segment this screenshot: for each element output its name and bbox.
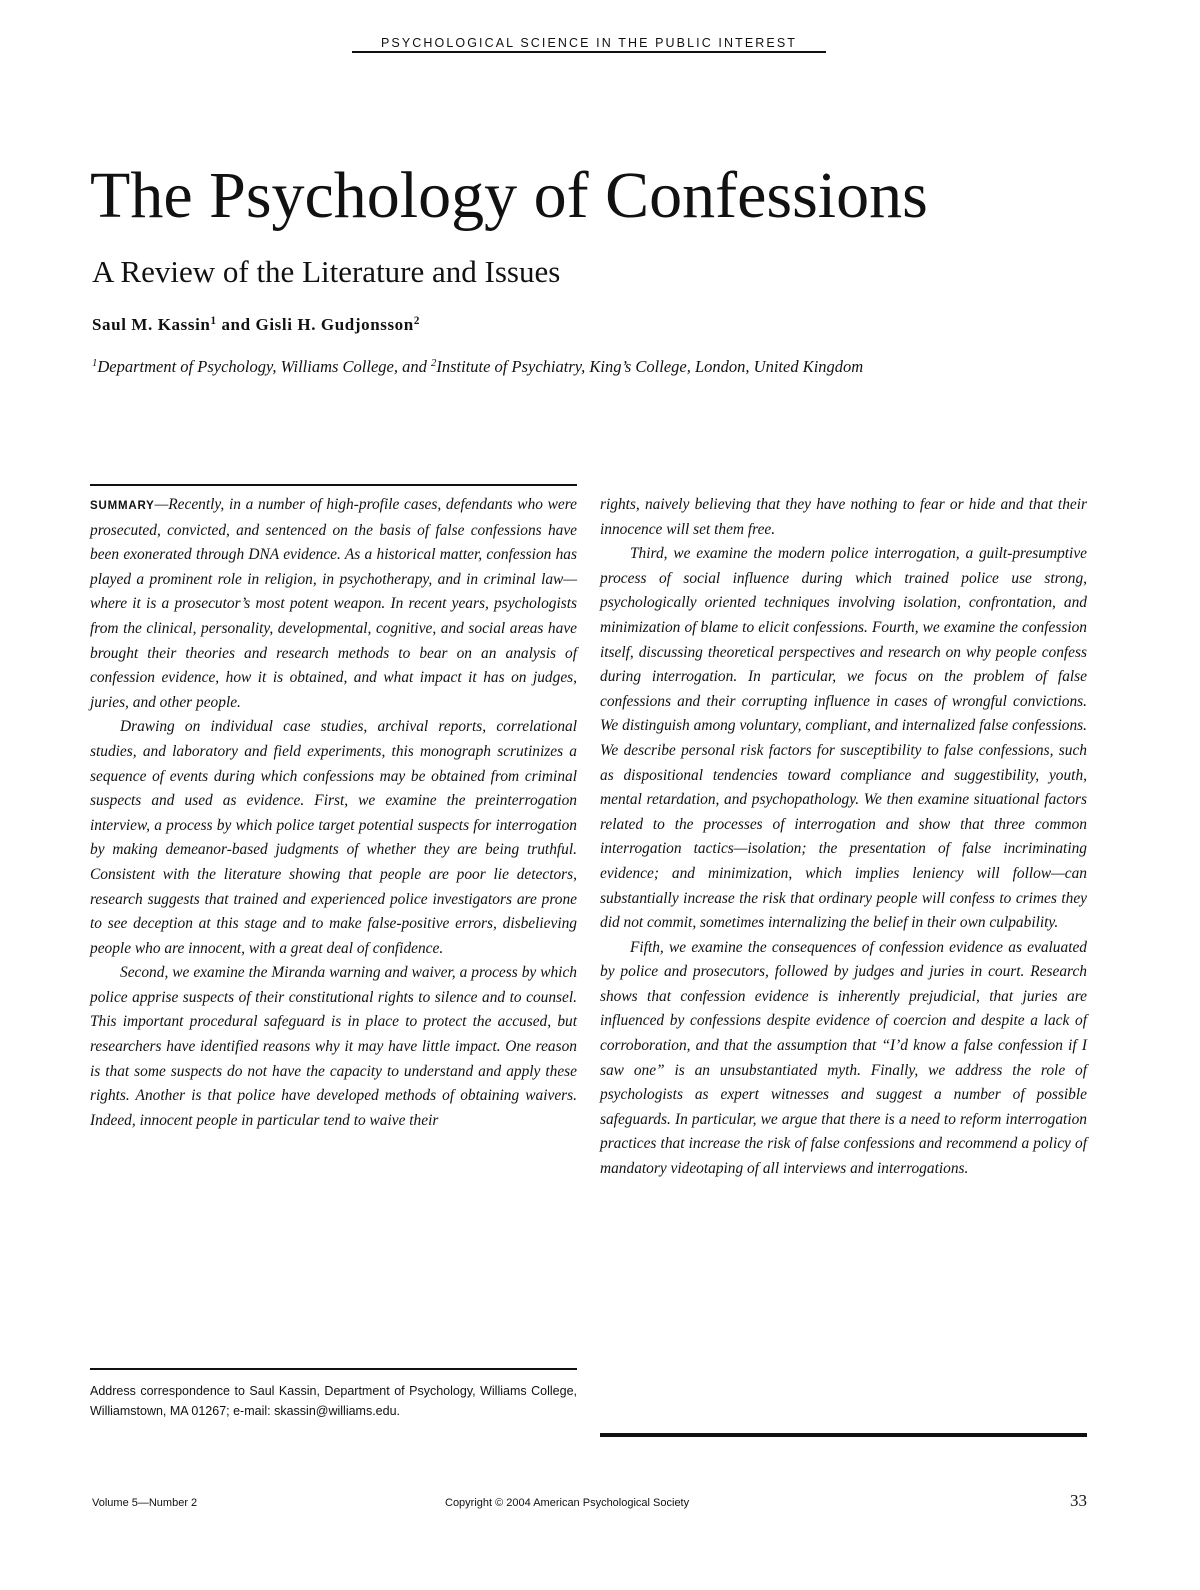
summary-column-left xyxy=(90,493,577,1133)
summary-paragraph: Third, we examine the modern police interrogation, a guilt-presumptive process of social influence during which trained police use strong, psychologically oriented techniques involving isolation, confrontation, and minimization of blame to elicit confessions. Fourth, we examine the confession itself, discussing theoretical perspectives and research on why people confess during interrogation. In particular, we focus on the problem of false confessions and their corrupting influence in cases of wrongful convictions. We distinguish among voluntary, compliant, and internalized false confessions. We describe personal risk factors for susceptibility to false confessions, such as dispositional tendencies toward compliance and suggestibility, youth, mental retardation, and psychopathology. We then examine situational factors related to the processes of interrogation and show that three common interrogation tactics—isolation; the presentation of false incriminating evidence; and minimization, which implies leniency will follow—can substantially increase the risk that ordinary people will confess to crimes they did not commit, sometimes internalizing the belief in their own culpability. xyxy=(600,545,1087,932)
affiliation-mark: 2 xyxy=(431,357,437,370)
summary-paragraph: rights, naively believing that they have nothing to fear or hide and that their innocence will set them free. xyxy=(600,496,1087,538)
copyright-notice: Copyright © 2004 American Psychological Society xyxy=(445,1497,690,1509)
summary-paragraph: Drawing on individual case studies, archival reports, correlational studies, and laboratory and field experiments, this monograph scrutinizes a sequence of events during which confessions may be obtained from criminal suspects and used as evidence. First, we examine the preinterrogation interview, a process by which police target potential suspects for interrogation by making demeanor-based judgments of whether they are being truthful. Consistent with the literature showing that people are poor lie detectors, research suggests that trained and experienced police investigators are prone to see deception at this stage and to make false-positive errors, disbelieving people who are innocent, with a great deal of confidence. xyxy=(90,718,577,957)
affiliation-text: Department of Psychology, Williams College, and xyxy=(97,357,431,376)
summary-paragraph: Fifth, we examine the consequences of confession evidence as evaluated by police and prosecutors, followed by judges and juries in court. Research shows that confession evidence is inherently prejudicial, that juries are influenced by confessions despite evidence of coercion and despite a lack of corroboration, and that the assumption that “I’d know a false confession if I saw one” is an unsubstantiated myth. Finally, we address the role of psychologists as expert witnesses and suggest a number of possible safeguards. In particular, we argue that there is a need to reform interrogation practices that increase the risk of false confessions and recommend a policy of mandatory videotaping of all interviews and interrogations. xyxy=(600,938,1087,1178)
affiliation-mark: 2 xyxy=(413,314,420,327)
volume-number: Volume 5—Number 2 xyxy=(92,1497,198,1509)
affiliation-mark: 1 xyxy=(210,314,217,327)
footnote-rule xyxy=(90,1368,577,1370)
summary-paragraph: SUMMARY—Recently, in a number of high-profile cases, defendants who were prosecuted, convicted, and sentenced on the basis of false confessions have been exonerated through DNA evidence. As a historical matter, confession has played a prominent role in religion, in psychotherapy, and in criminal law—where it is a prosecutor’s most potent weapon. In recent years, psychologists from the clinical, personality, developmental, cognitive, and social areas have brought their theories and research methods to bear on an analysis of confession evidence, how it is obtained, and what impact it has on judges, juries, and other people. xyxy=(90,496,577,711)
page-number: 33 xyxy=(1070,1491,1087,1510)
affiliation-text: Institute of Psychiatry, King’s College, London, United Kingdom xyxy=(436,357,864,376)
summary-column-right xyxy=(600,493,1087,1182)
author-name: Saul M. Kassin xyxy=(92,315,211,334)
author-joiner: and xyxy=(216,315,256,334)
correspondence-footnote: Address correspondence to Saul Kassin, Department of Psychology, Williams College, Williamstown, MA 01267; e-mail: skassin@williams.edu. xyxy=(90,1384,577,1418)
affiliation-mark: 1 xyxy=(92,357,98,370)
affiliation-line xyxy=(92,357,863,377)
author-name: Gisli H. Gudjonsson xyxy=(255,315,414,334)
running-head: PSYCHOLOGICAL SCIENCE IN THE PUBLIC INTEREST xyxy=(352,36,826,53)
summary-bottom-rule xyxy=(600,1433,1087,1437)
author-line xyxy=(92,315,420,335)
summary-top-rule xyxy=(90,484,577,486)
article-title: The Psychology of Confessions xyxy=(90,159,928,232)
article-subtitle: A Review of the Literature and Issues xyxy=(92,254,561,289)
summary-paragraph: Second, we examine the Miranda warning and waiver, a process by which police apprise suspects of their constitutional rights to silence and to counsel. This important procedural safeguard is in place to protect the accused, but researchers have identified reasons why it may have little impact. One reason is that some suspects do not have the capacity to understand and apply these rights. Another is that police have developed methods of obtaining waivers. Indeed, innocent people in particular tend to waive their xyxy=(90,964,577,1129)
summary-label: SUMMARY xyxy=(90,500,155,512)
